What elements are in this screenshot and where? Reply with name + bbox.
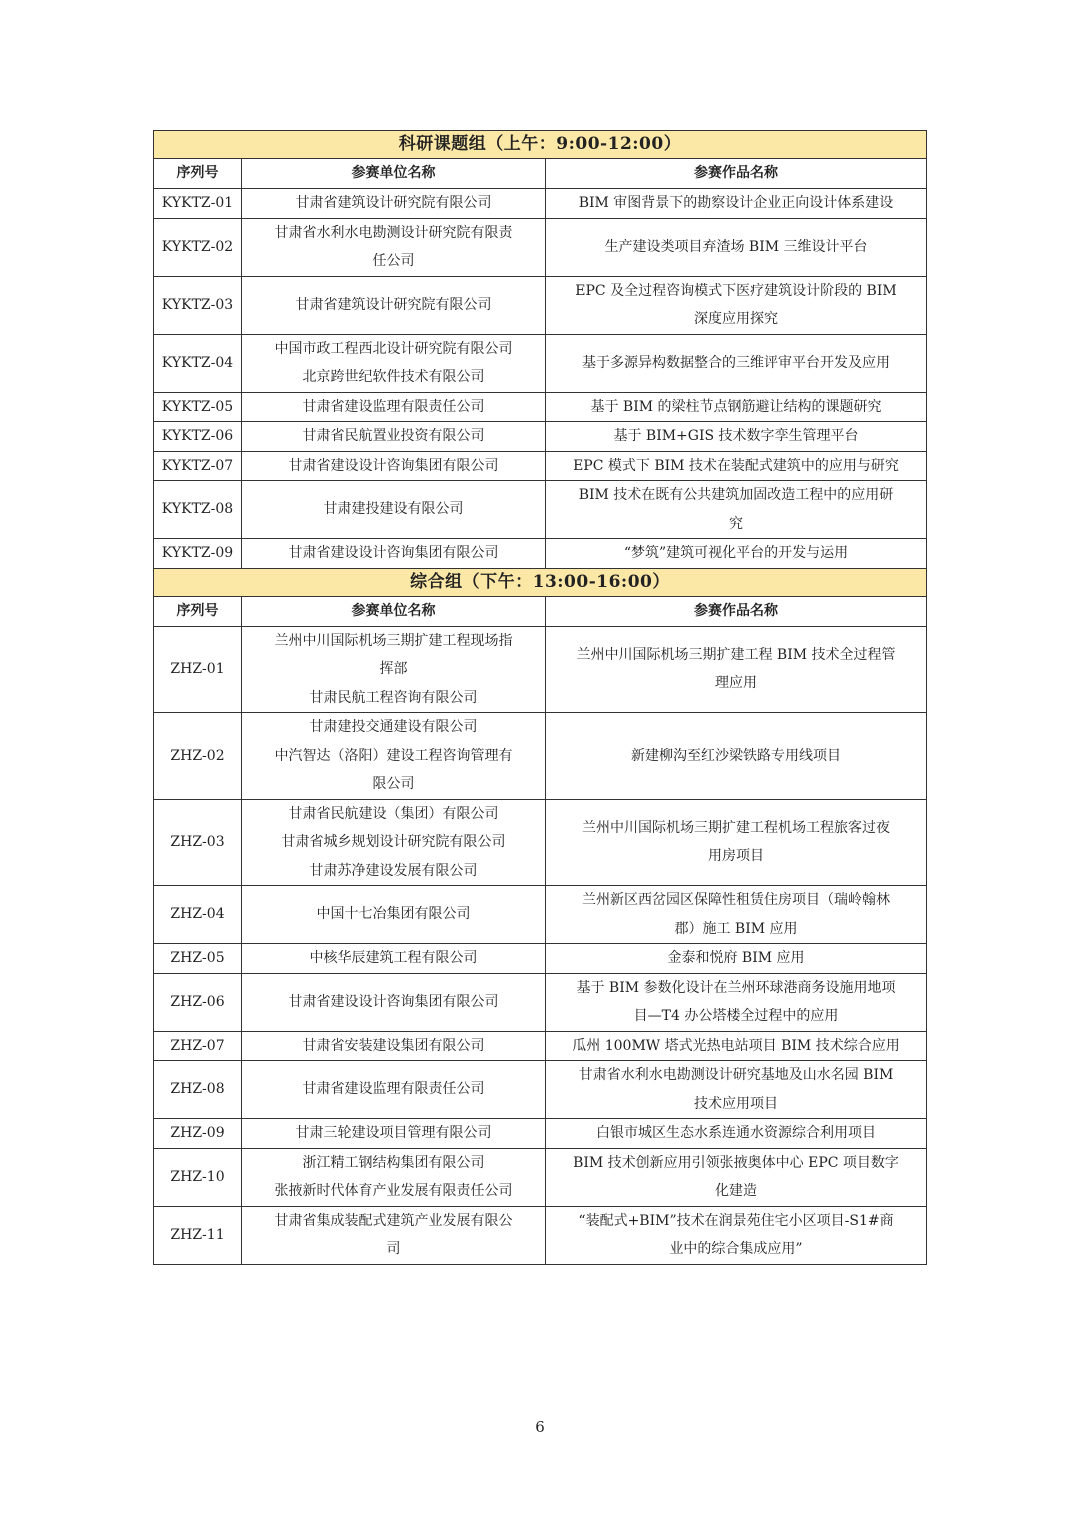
section-title: 科研课题组（上午：9:00-12:00）	[154, 131, 927, 159]
work-name-line: 业中的综合集成应用”	[669, 1241, 803, 1257]
unit-name	[242, 886, 546, 944]
work-name-line: 技术应用项目	[694, 1095, 778, 1112]
unit-name-line: 中核华辰建筑工程有限公司	[309, 950, 478, 966]
unit-name-line: 甘肃省建设监理有限责任公司	[302, 398, 485, 415]
work-name-line: 基于 BIM 的梁柱节点钢筋避让结构的课题研究	[590, 398, 882, 415]
work-name-line: 金泰和悦府 BIM 应用	[667, 950, 805, 966]
header-row	[154, 596, 927, 626]
work-name	[546, 626, 927, 713]
section-title-row	[154, 568, 927, 596]
header-unit: 参赛单位名称	[242, 596, 546, 626]
unit-name-line: 限公司	[372, 776, 415, 792]
unit-name-line: 甘肃省集成装配式建筑产业发展有限公	[274, 1212, 513, 1229]
work-name-line: EPC 及全过程咨询模式下医疗建筑设计阶段的 BIM	[575, 282, 897, 299]
unit-name	[242, 1206, 546, 1264]
unit-name	[242, 973, 546, 1031]
work-name	[546, 973, 927, 1031]
work-name	[546, 218, 927, 276]
schedule-table	[153, 130, 927, 1265]
unit-name	[242, 1061, 546, 1119]
unit-name-line: 兰州中川国际机场三期扩建工程现场指	[274, 632, 513, 649]
work-name-line: 新建柳沟至红沙梁铁路专用线项目	[631, 747, 841, 764]
table-row	[154, 451, 927, 481]
unit-name-line: 甘肃省建筑设计研究院有限公司	[295, 296, 492, 313]
serial-number: KYKTZ-06	[154, 422, 242, 452]
table-row	[154, 189, 927, 219]
unit-name	[242, 218, 546, 276]
unit-name	[242, 1031, 546, 1061]
unit-name	[242, 1148, 546, 1206]
table-row	[154, 1119, 927, 1149]
unit-name	[242, 1119, 546, 1149]
header-serial: 序列号	[154, 159, 242, 189]
work-name-line: 兰州中川国际机场三期扩建工程 BIM 技术全过程管	[576, 646, 896, 663]
work-name-line: 瓜州 100MW 塔式光热电站项目 BIM 技术综合应用	[572, 1037, 900, 1054]
work-name-line: EPC 模式下 BIM 技术在装配式建筑中的应用与研究	[573, 457, 899, 474]
unit-name-line: 中汽智达（洛阳）建设工程咨询管理有	[274, 747, 513, 764]
work-name	[546, 1031, 927, 1061]
unit-name-line: 甘肃民航工程咨询有限公司	[309, 689, 478, 706]
unit-name-line: 甘肃苏净建设发展有限公司	[309, 862, 478, 879]
unit-name-line: 甘肃省建设设计咨询集团有限公司	[288, 993, 499, 1010]
table-row	[154, 626, 927, 713]
unit-name-line: 甘肃三轮建设项目管理有限公司	[295, 1125, 492, 1141]
table-row	[154, 334, 927, 392]
unit-name	[242, 626, 546, 713]
work-name	[546, 392, 927, 422]
unit-name-line: 甘肃省水利水电勘测设计研究院有限责	[274, 224, 513, 241]
unit-name	[242, 539, 546, 569]
unit-name-line: 张掖新时代体育产业发展有限责任公司	[274, 1183, 513, 1199]
unit-name	[242, 944, 546, 974]
serial-number: ZHZ-06	[154, 973, 242, 1031]
work-name	[546, 481, 927, 539]
header-serial: 序列号	[154, 596, 242, 626]
unit-name-line: 北京跨世纪软件技术有限公司	[302, 369, 485, 385]
header-unit: 参赛单位名称	[242, 159, 546, 189]
work-name-line: 兰州中川国际机场三期扩建工程机场工程旅客过夜	[582, 819, 890, 836]
header-row	[154, 159, 927, 189]
work-name-line: “装配式+BIM”技术在润景苑住宅小区项目-S1#商	[578, 1212, 894, 1229]
unit-name-line: 中国十七冶集团有限公司	[316, 906, 471, 923]
section-title: 综合组（下午：13:00-16:00）	[154, 568, 927, 596]
table-row	[154, 422, 927, 452]
unit-name-line: 甘肃省城乡规划设计研究院有限公司	[281, 834, 506, 850]
page-number: 6	[535, 1418, 545, 1436]
work-name-line: “梦筑”建筑可视化平台的开发与运用	[623, 545, 849, 561]
work-name-line: 化建造	[715, 1183, 757, 1199]
work-name-line: 基于 BIM 参数化设计在兰州环球港商务设施用地项	[576, 979, 896, 996]
serial-number: ZHZ-09	[154, 1119, 242, 1149]
unit-name	[242, 189, 546, 219]
header-work: 参赛作品名称	[546, 596, 927, 626]
work-name-line: 基于 BIM+GIS 技术数字孪生管理平台	[613, 428, 859, 444]
unit-name	[242, 799, 546, 886]
work-name-line: BIM 技术创新应用引领张掖奥体中心 EPC 项目数字	[573, 1154, 899, 1171]
header-work: 参赛作品名称	[546, 159, 927, 189]
unit-name	[242, 713, 546, 800]
table-row	[154, 392, 927, 422]
unit-name-line: 甘肃省民航建设（集团）有限公司	[288, 805, 499, 822]
unit-name	[242, 334, 546, 392]
table-row	[154, 973, 927, 1031]
table-row	[154, 481, 927, 539]
serial-number: KYKTZ-04	[154, 334, 242, 392]
unit-name-line: 甘肃建投交通建设有限公司	[309, 719, 478, 735]
serial-number: KYKTZ-05	[154, 392, 242, 422]
table-row	[154, 886, 927, 944]
serial-number: ZHZ-10	[154, 1148, 242, 1206]
work-name-line: BIM 审图背景下的勘察设计企业正向设计体系建设	[578, 195, 894, 211]
work-name	[546, 1119, 927, 1149]
table-row	[154, 713, 927, 800]
work-name	[546, 886, 927, 944]
table-row	[154, 1206, 927, 1264]
table-row	[154, 1031, 927, 1061]
serial-number: ZHZ-07	[154, 1031, 242, 1061]
work-name	[546, 1148, 927, 1206]
work-name	[546, 799, 927, 886]
work-name-line: 生产建设类项目弃渣场 BIM 三维设计平台	[604, 238, 868, 255]
serial-number: KYKTZ-03	[154, 276, 242, 334]
table-row	[154, 799, 927, 886]
work-name	[546, 276, 927, 334]
unit-name-line: 甘肃省建设设计咨询集团有限公司	[288, 545, 499, 561]
unit-name-line: 甘肃建投建设有限公司	[323, 501, 464, 518]
unit-name-line: 甘肃省建筑设计研究院有限公司	[295, 195, 492, 211]
serial-number: KYKTZ-01	[154, 189, 242, 219]
table-row	[154, 1148, 927, 1206]
serial-number: KYKTZ-02	[154, 218, 242, 276]
work-name-line: 甘肃省水利水电勘测设计研究基地及山水名园 BIM	[578, 1067, 894, 1083]
unit-name-line: 甘肃省建设监理有限责任公司	[302, 1081, 485, 1098]
work-name-line: 白银市城区生态水系连通水资源综合利用项目	[596, 1125, 876, 1141]
unit-name	[242, 276, 546, 334]
work-name	[546, 713, 927, 800]
table-row	[154, 1061, 927, 1119]
unit-name-line: 浙江精工钢结构集团有限公司	[302, 1154, 485, 1171]
serial-number: ZHZ-01	[154, 626, 242, 713]
unit-name-line: 中国市政工程西北设计研究院有限公司	[274, 340, 513, 357]
serial-number: ZHZ-02	[154, 713, 242, 800]
unit-name-line: 司	[386, 1241, 401, 1257]
unit-name-line: 挥部	[379, 661, 408, 677]
serial-number: KYKTZ-07	[154, 451, 242, 481]
section-title-row	[154, 131, 927, 159]
unit-name	[242, 422, 546, 452]
serial-number: ZHZ-04	[154, 886, 242, 944]
work-name	[546, 451, 927, 481]
work-name-line: 理应用	[715, 675, 757, 692]
unit-name-line: 甘肃省安装建设集团有限公司	[302, 1037, 485, 1054]
competition-schedule	[153, 130, 926, 1265]
table-row	[154, 276, 927, 334]
work-name	[546, 422, 927, 452]
work-name-line: 兰州新区西岔园区保障性租赁住房项目（瑞岭翰林	[582, 892, 890, 908]
table-row	[154, 539, 927, 569]
unit-name	[242, 481, 546, 539]
work-name	[546, 1206, 927, 1264]
work-name-line: BIM 技术在既有公共建筑加固改造工程中的应用研	[578, 487, 894, 503]
serial-number: KYKTZ-09	[154, 539, 242, 569]
table-row	[154, 944, 927, 974]
schedule-table-body	[154, 131, 927, 1265]
work-name	[546, 1061, 927, 1119]
unit-name	[242, 451, 546, 481]
unit-name-line: 任公司	[372, 253, 415, 269]
work-name-line: 用房项目	[708, 848, 764, 865]
work-name-line: 目—T4 办公塔楼全过程中的应用	[633, 1008, 839, 1024]
work-name	[546, 334, 927, 392]
unit-name-line: 甘肃省民航置业投资有限公司	[302, 428, 485, 444]
work-name-line: 基于多源异构数据整合的三维评审平台开发及应用	[582, 354, 890, 371]
serial-number: ZHZ-08	[154, 1061, 242, 1119]
unit-name-line: 甘肃省建设设计咨询集团有限公司	[288, 457, 499, 474]
work-name-line: 深度应用探究	[694, 311, 778, 327]
serial-number: KYKTZ-08	[154, 481, 242, 539]
work-name	[546, 944, 927, 974]
serial-number: ZHZ-05	[154, 944, 242, 974]
work-name	[546, 189, 927, 219]
table-row	[154, 218, 927, 276]
serial-number: ZHZ-03	[154, 799, 242, 886]
serial-number: ZHZ-11	[154, 1206, 242, 1264]
work-name-line: 究	[729, 515, 743, 532]
work-name-line: 郡）施工 BIM 应用	[674, 920, 798, 937]
unit-name	[242, 392, 546, 422]
work-name	[546, 539, 927, 569]
